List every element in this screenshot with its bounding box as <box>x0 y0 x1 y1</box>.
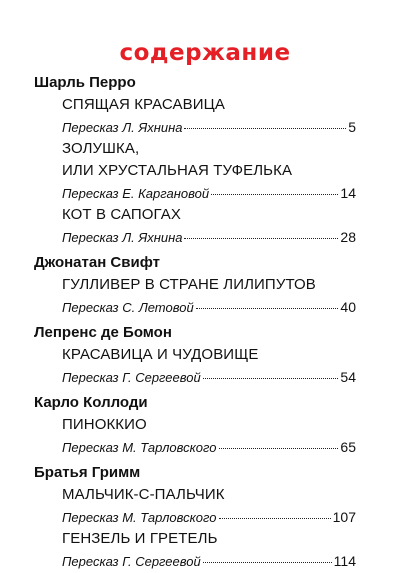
table-of-contents <box>0 72 410 572</box>
page-number: 65 <box>340 439 356 455</box>
dot-leader <box>203 378 339 379</box>
dot-leader <box>211 194 338 195</box>
author-name: Лепренс де Бомон <box>34 324 172 341</box>
toc-entry[interactable] <box>62 226 356 248</box>
author-name: Шарль Перро <box>34 74 136 91</box>
author-name: Джонатан Свифт <box>34 254 160 271</box>
story-title: КРАСАВИЦА И ЧУДОВИЩЕ <box>62 346 259 363</box>
page-number: 114 <box>333 553 356 569</box>
page-number: 28 <box>340 229 356 245</box>
toc-section <box>0 392 410 458</box>
story-title: ПИНОККИО <box>62 416 147 433</box>
reteller-name: Пересказ М. Тарловского <box>62 510 217 525</box>
page-number: 107 <box>332 509 356 525</box>
toc-entry[interactable] <box>62 366 356 388</box>
dot-leader <box>184 128 346 129</box>
story-title: ГУЛЛИВЕР В СТРАНЕ ЛИЛИПУТОВ <box>62 276 316 293</box>
reteller-name: Пересказ С. Летовой <box>62 300 194 315</box>
page-number: 40 <box>340 299 356 315</box>
toc-section <box>0 72 410 248</box>
toc-section <box>0 322 410 388</box>
author-name: Карло Коллоди <box>34 394 148 411</box>
toc-entry[interactable] <box>62 182 356 204</box>
dot-leader <box>203 562 332 563</box>
page-title: содержание <box>119 40 291 66</box>
dot-leader <box>219 448 339 449</box>
story-title: КОТ В САПОГАХ <box>62 206 181 223</box>
story-title: ЗОЛУШКА, <box>62 140 140 157</box>
dot-leader <box>196 308 339 309</box>
toc-entry[interactable] <box>62 116 356 138</box>
story-subtitle: ИЛИ ХРУСТАЛЬНАЯ ТУФЕЛЬКА <box>62 162 293 179</box>
story-title: ГЕНЗЕЛЬ И ГРЕТЕЛЬ <box>62 530 218 547</box>
toc-section <box>0 462 410 572</box>
toc-entry[interactable] <box>62 436 356 458</box>
reteller-name: Пересказ Л. Яхнина <box>62 230 183 245</box>
toc-entry[interactable] <box>62 506 356 528</box>
reteller-name: Пересказ Л. Яхнина <box>62 120 183 135</box>
toc-section <box>0 252 410 318</box>
reteller-name: Пересказ Г. Сергеевой <box>62 370 201 385</box>
reteller-name: Пересказ М. Тарловского <box>62 440 217 455</box>
story-title: МАЛЬЧИК-С-ПАЛЬЧИК <box>62 486 225 503</box>
toc-entry[interactable] <box>62 296 356 318</box>
reteller-name: Пересказ Е. Каргановой <box>62 186 210 201</box>
reteller-name: Пересказ Г. Сергеевой <box>62 554 201 569</box>
dot-leader <box>184 238 338 239</box>
page-number: 54 <box>340 369 356 385</box>
story-title: СПЯЩАЯ КРАСАВИЦА <box>62 96 225 113</box>
toc-entry[interactable] <box>62 550 356 572</box>
page-number: 5 <box>348 119 356 135</box>
dot-leader <box>219 518 331 519</box>
author-name: Братья Гримм <box>34 464 141 481</box>
page-number: 14 <box>340 185 356 201</box>
